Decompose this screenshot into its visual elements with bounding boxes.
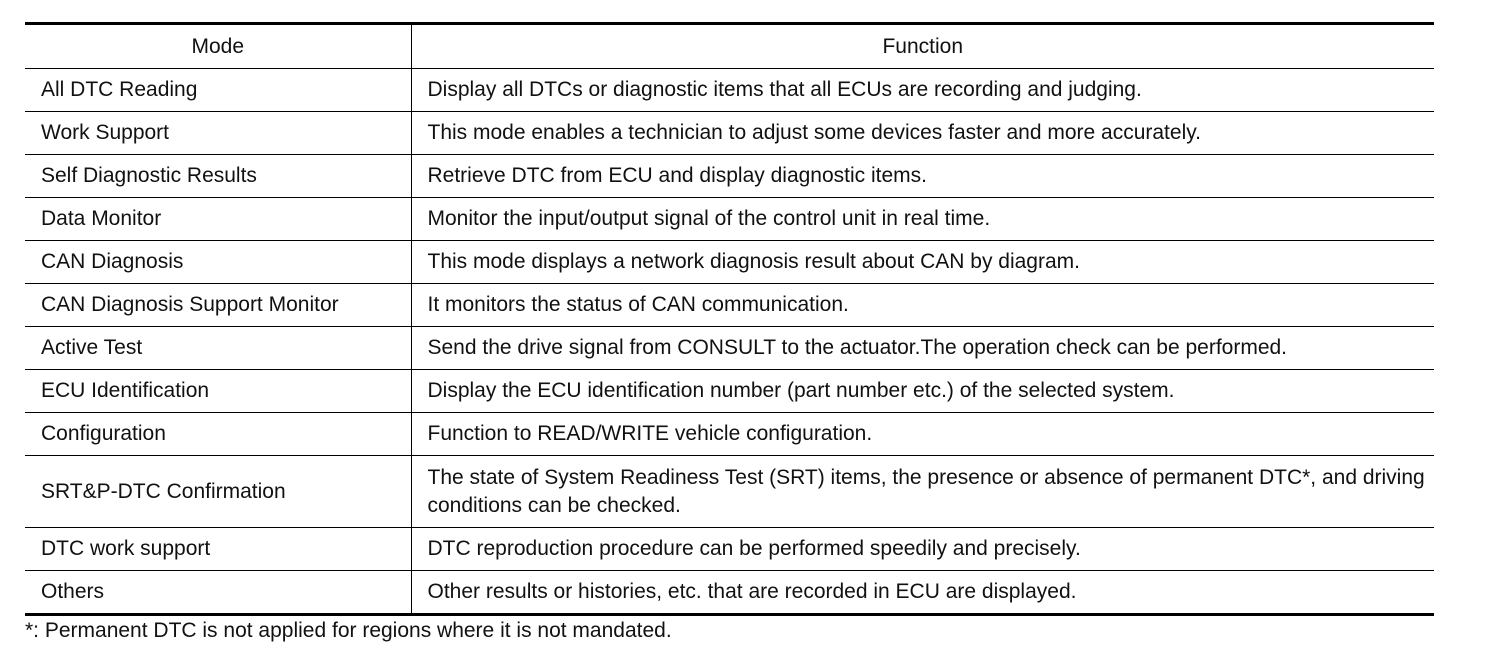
table-row (25, 155, 1434, 198)
mode-cell: Active Test (25, 327, 411, 370)
function-cell: Monitor the input/output signal of the control unit in real time. (411, 198, 1434, 241)
mode-cell: All DTC Reading (25, 69, 411, 112)
function-cell: Send the drive signal from CONSULT to the actuator.The operation check can be performed. (411, 327, 1434, 370)
table-row (25, 327, 1434, 370)
table-row (25, 413, 1434, 456)
header-mode: Mode (25, 24, 411, 69)
function-cell: This mode displays a network diagnosis result about CAN by diagram. (411, 241, 1434, 284)
mode-cell: Data Monitor (25, 198, 411, 241)
function-cell: The state of System Readiness Test (SRT) items, the presence or absence of permanent DTC*, and driving conditions can be checked. (411, 456, 1434, 528)
mode-cell: Configuration (25, 413, 411, 456)
mode-cell: Self Diagnostic Results (25, 155, 411, 198)
table-row (25, 69, 1434, 112)
table-row (25, 198, 1434, 241)
function-cell: Function to READ/WRITE vehicle configuration. (411, 413, 1434, 456)
table-header-row (25, 24, 1434, 69)
function-cell: Retrieve DTC from ECU and display diagnostic items. (411, 155, 1434, 198)
table-row (25, 112, 1434, 155)
table-row (25, 528, 1434, 571)
table-row (25, 241, 1434, 284)
mode-cell: ECU Identification (25, 370, 411, 413)
function-cell: DTC reproduction procedure can be performed speedily and precisely. (411, 528, 1434, 571)
mode-function-table (25, 22, 1434, 616)
mode-cell: CAN Diagnosis Support Monitor (25, 284, 411, 327)
mode-cell: SRT&P-DTC Confirmation (25, 456, 411, 528)
function-cell: Display the ECU identification number (part number etc.) of the selected system. (411, 370, 1434, 413)
mode-cell: CAN Diagnosis (25, 241, 411, 284)
table-row (25, 284, 1434, 327)
table-row (25, 370, 1434, 413)
function-cell: It monitors the status of CAN communication. (411, 284, 1434, 327)
function-cell: Display all DTCs or diagnostic items that all ECUs are recording and judging. (411, 69, 1434, 112)
header-function: Function (411, 24, 1434, 69)
function-cell: Other results or histories, etc. that are recorded in ECU are displayed. (411, 571, 1434, 615)
mode-cell: DTC work support (25, 528, 411, 571)
table-row (25, 571, 1434, 615)
table-row (25, 456, 1434, 528)
mode-cell: Others (25, 571, 411, 615)
mode-cell: Work Support (25, 112, 411, 155)
function-cell: This mode enables a technician to adjust some devices faster and more accurately. (411, 112, 1434, 155)
footnote: *: Permanent DTC is not applied for regions where it is not mandated. (25, 619, 672, 642)
